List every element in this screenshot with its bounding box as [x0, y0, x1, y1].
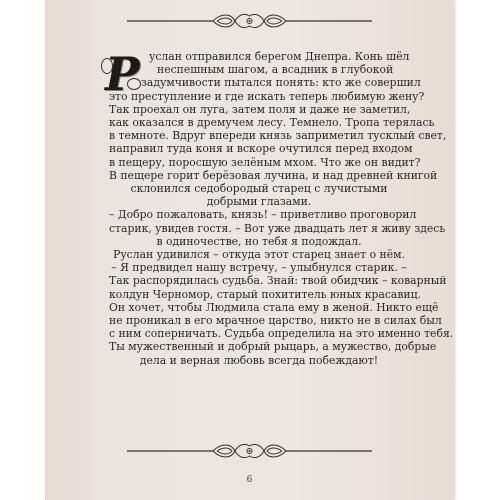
- text-line: как оказался в дремучем лесу. Темнело. Тропа терялась: [109, 116, 435, 130]
- text-line: с ним соперничать. Судьба определила на это именно тебя.: [109, 327, 454, 341]
- text-line: В пещере горит берёзовая лучина, и над древней книгой: [109, 168, 438, 182]
- text-line: Ты мужественный и добрый рыцарь, а мужество, добрые: [109, 340, 437, 354]
- text-line: склонился седобородый старец с лучистыми: [130, 182, 388, 196]
- text-line: колдун Черномор, старый похититель юных красавиц.: [109, 287, 421, 301]
- drop-cap-letter: Р: [105, 47, 140, 101]
- top-ornament-divider: [45, 10, 454, 32]
- text-lines: [109, 89, 454, 367]
- text-line: в пещеру, поросшую зелёным мхом. Что же он видит?: [109, 155, 421, 169]
- text-line: Так распорядилась судьба. Знай: твой обидчик – коварный: [109, 274, 447, 288]
- text-line: это преступление и где искать теперь любимую жену?: [109, 89, 425, 103]
- text-line: направил туда коня и вскоре очутился перед входом: [109, 142, 413, 156]
- story-text: [105, 47, 454, 367]
- text-line: старик, увидев гостя. – Вот уже двадцать лет я живу здесь: [109, 221, 446, 235]
- text-line: Руслан удивился – откуда этот старец знает о нём.: [113, 248, 405, 262]
- text-line: не проникал в его мрачное царство, никто не в силах был: [109, 314, 442, 328]
- page-number: 6: [246, 475, 253, 485]
- text-line: в темноте. Вдруг впереди князь заприметил тусклый свет,: [109, 129, 447, 143]
- text-line: Так проехал он луга, затем поля и даже не заметил,: [109, 102, 411, 116]
- first-line-1: услан отправился берегом Днепра. Конь шёл: [149, 50, 410, 63]
- text-line: дела и верная любовь всегда побеждают!: [139, 353, 379, 367]
- first-line-3: задумчивости пытался понять: кто же совершил: [141, 76, 421, 90]
- text-line: Он хочет, чтобы Людмила стала ему в женой. Никто ещё: [109, 300, 439, 314]
- text-line: добрыми глазами.: [206, 195, 312, 209]
- book-page: [45, 0, 454, 500]
- text-line: – Я предвидел нашу встречу, – улыбнулся старик. –: [111, 261, 407, 275]
- text-line: – Добро пожаловать, князь! – приветливо проговорил: [109, 208, 417, 222]
- first-line-2: неспешным шагом, а всадник в глубокой: [157, 63, 394, 77]
- bottom-ornament-divider: [45, 440, 454, 462]
- text-line: в одиночестве, но тебя я подождал.: [156, 234, 362, 248]
